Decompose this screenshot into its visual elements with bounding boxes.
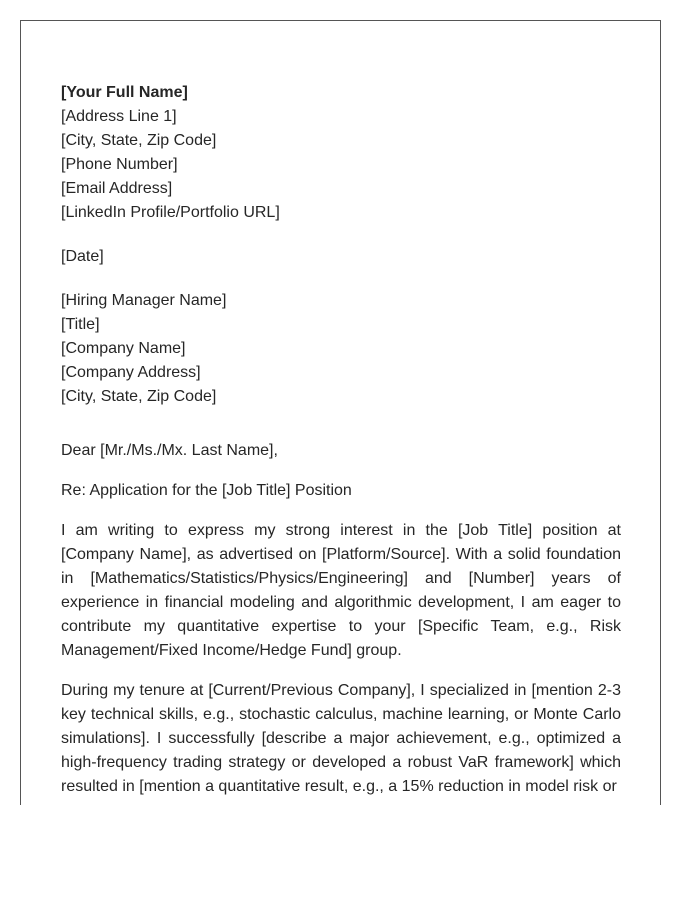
recipient-title: [Title] bbox=[61, 316, 100, 333]
recipient-address: [Company Address] bbox=[61, 364, 201, 381]
sender-phone: [Phone Number] bbox=[61, 156, 178, 173]
letter-content bbox=[61, 81, 621, 799]
sender-block bbox=[61, 81, 621, 225]
sender-full-name: [Your Full Name] bbox=[61, 84, 188, 101]
date-block bbox=[61, 245, 621, 269]
recipient-name: [Hiring Manager Name] bbox=[61, 292, 227, 309]
sender-city-state-zip: [City, State, Zip Code] bbox=[61, 132, 217, 149]
letter-date: [Date] bbox=[61, 248, 104, 265]
sender-address-line: [Address Line 1] bbox=[61, 108, 177, 125]
sender-linkedin: [LinkedIn Profile/Portfolio URL] bbox=[61, 204, 280, 221]
body-paragraph-1: I am writing to express my strong interest in the [Job Title] position at [Company Name], as advertised on [Platform/Source]. With a solid foundation in [Mathematics/Statistics/Physics/Engineering] and [Number] years of experience in financial modeling and algorithmic development, I am eager to contribute my quantitative expertise to your [Specific Team, e.g., Risk Management/Fixed Income/Hedge Fund] group. bbox=[61, 522, 621, 659]
salutation: Dear [Mr./Ms./Mx. Last Name], bbox=[61, 442, 278, 459]
recipient-city-state-zip: [City, State, Zip Code] bbox=[61, 388, 217, 405]
subject-line: Re: Application for the [Job Title] Position bbox=[61, 482, 352, 499]
recipient-block bbox=[61, 289, 621, 409]
body-paragraph-2: During my tenure at [Current/Previous Company], I specialized in [mention 2-3 key technical skills, e.g., stochastic calculus, machine learning, or Monte Carlo simulations]. I successfully [describe a major achievement, e.g., optimized a high-frequency trading strategy or developed a robust VaR framework] which resulted in [mention a quantitative result, e.g., a 15% reduction in model risk or bbox=[61, 682, 621, 795]
letter-page bbox=[20, 20, 661, 805]
sender-email: [Email Address] bbox=[61, 180, 173, 197]
recipient-company: [Company Name] bbox=[61, 340, 186, 357]
